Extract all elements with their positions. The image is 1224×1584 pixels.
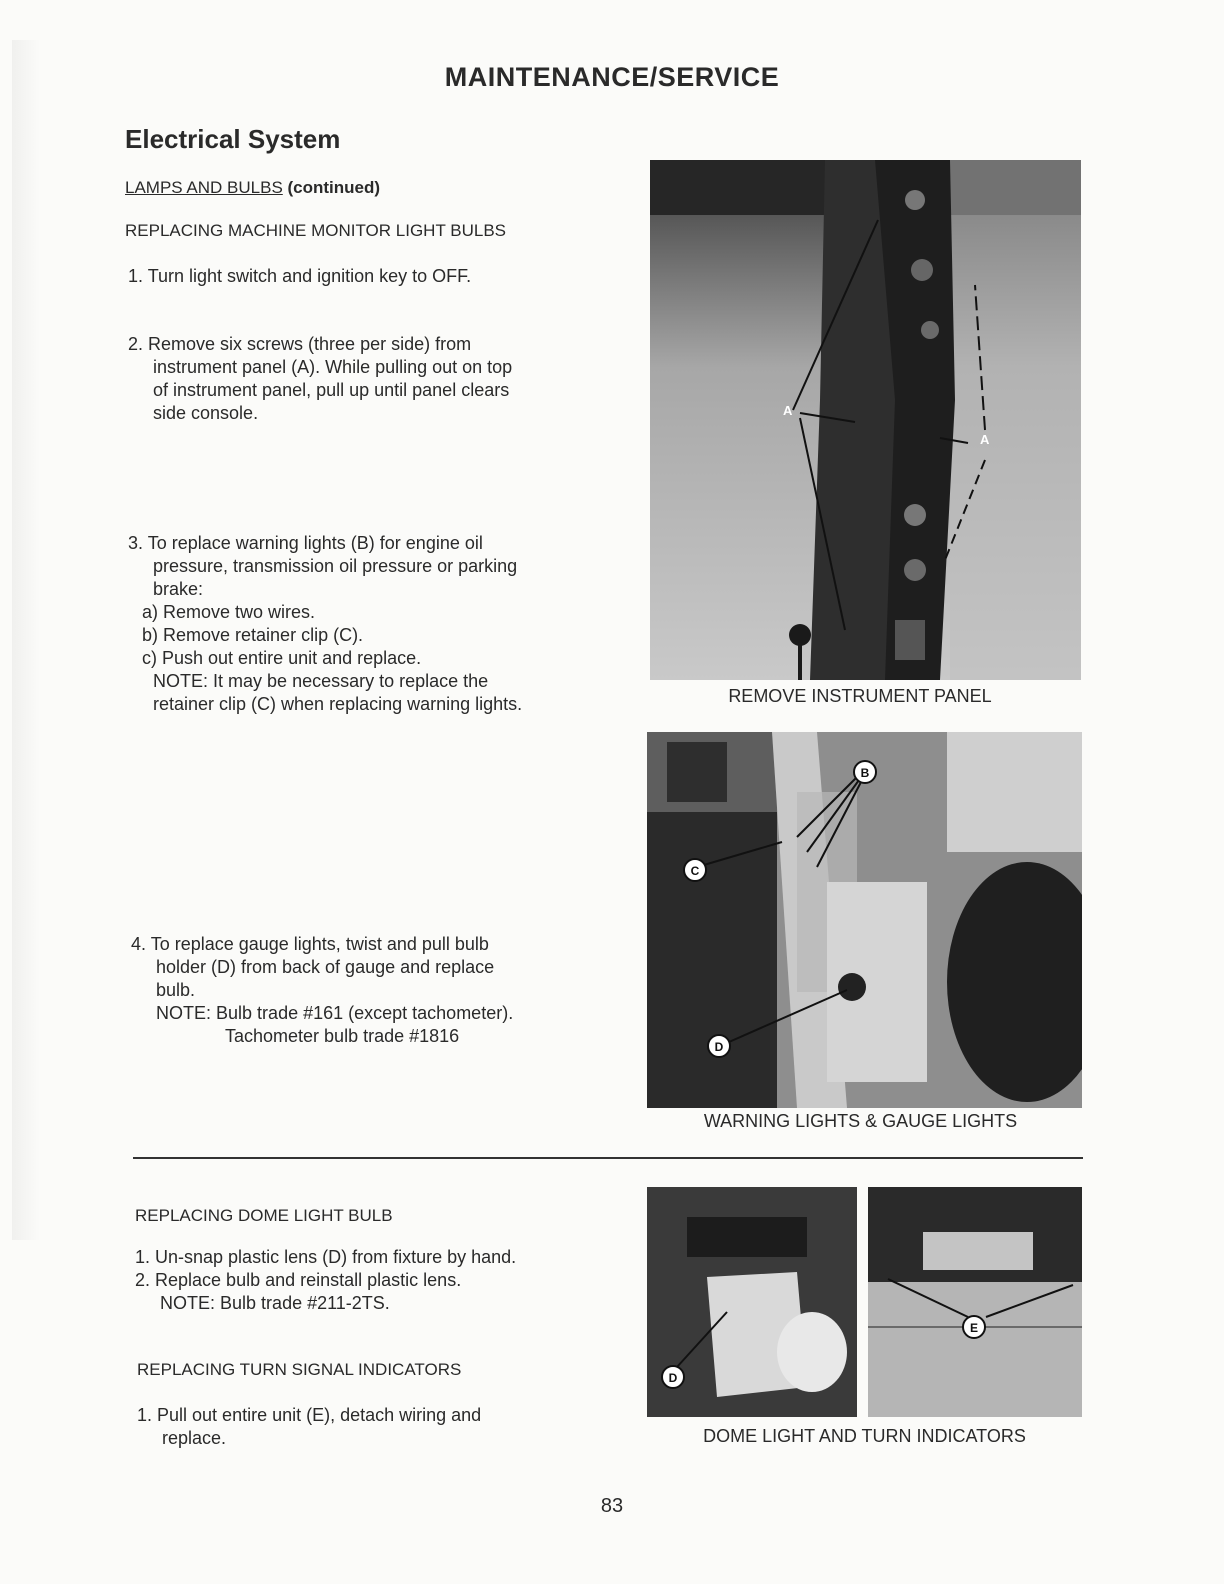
dome-light-illustration xyxy=(647,1187,857,1417)
scan-edge-shadow xyxy=(12,40,40,1240)
fig2-label-b: B xyxy=(860,766,870,780)
figure-dome-light-photo xyxy=(647,1187,857,1417)
dome-heading: REPLACING DOME LIGHT BULB xyxy=(135,1206,393,1225)
fig1-label-a-right: A xyxy=(980,432,990,447)
monitor-step-1: 1. Turn light switch and ignition key to OFF. xyxy=(128,266,472,286)
step3-sub-a: a) Remove two wires. xyxy=(142,602,316,622)
fig3-label-d: D xyxy=(668,1371,678,1385)
step3-note-text: It may be necessary to replace the xyxy=(213,671,489,691)
step3-note xyxy=(128,670,578,693)
step3-note-label: NOTE: xyxy=(153,671,209,691)
fig2-label-c: C xyxy=(690,864,700,878)
dome-steps xyxy=(135,1246,585,1315)
instrument-panel-illustration xyxy=(650,160,1081,680)
figure-instrument-panel-photo xyxy=(650,160,1081,680)
step2-line: 2. Remove six screws (three per side) from xyxy=(128,334,472,354)
monitor-heading: REPLACING MACHINE MONITOR LIGHT BULBS xyxy=(125,221,506,240)
step4-line: bulb. xyxy=(156,980,196,1000)
step4-note-line: Tachometer bulb trade #1816 xyxy=(225,1026,460,1046)
turn-heading: REPLACING TURN SIGNAL INDICATORS xyxy=(137,1360,462,1379)
step4-line: 4. To replace gauge lights, twist and pull bulb xyxy=(131,934,489,954)
figure-3-caption: DOME LIGHT AND TURN INDICATORS xyxy=(703,1426,1026,1446)
step3-line: brake: xyxy=(153,579,204,599)
step2-line: of instrument panel, pull up until panel clears xyxy=(153,380,510,400)
page-title: MAINTENANCE/SERVICE xyxy=(444,62,780,92)
lamps-heading-text: LAMPS AND BULBS xyxy=(125,178,283,197)
fig3-label-e: E xyxy=(969,1321,979,1335)
turn-indicator-illustration xyxy=(868,1187,1082,1417)
figure-2-caption: WARNING LIGHTS & GAUGE LIGHTS xyxy=(703,1111,1018,1131)
step3-sub-b: b) Remove retainer clip (C). xyxy=(142,625,364,645)
section-divider xyxy=(133,1157,1083,1159)
fig2-label-d: D xyxy=(714,1040,724,1054)
step3-note-line: retainer clip (C) when replacing warning lights. xyxy=(153,694,523,714)
monitor-step-3 xyxy=(128,532,578,716)
step2-line: instrument panel (A). While pulling out on top xyxy=(153,357,513,377)
turn-step-line: 1. Pull out entire unit (E), detach wiring and xyxy=(137,1405,482,1425)
figure-1-caption: REMOVE INSTRUMENT PANEL xyxy=(728,686,992,706)
turn-step-line: replace. xyxy=(162,1428,227,1448)
step4-note-label: NOTE: xyxy=(156,1003,212,1023)
dome-note-label: NOTE: xyxy=(160,1293,216,1313)
warning-lights-illustration xyxy=(647,732,1082,1108)
turn-steps xyxy=(137,1404,577,1450)
fig1-label-a-left: A xyxy=(783,403,793,418)
lamps-heading xyxy=(125,178,380,198)
dome-note xyxy=(135,1292,585,1315)
step4-note-text: Bulb trade #161 (except tachometer). xyxy=(216,1003,514,1023)
step3-line: pressure, transmission oil pressure or parking xyxy=(153,556,518,576)
step3-sub-c: c) Push out entire unit and replace. xyxy=(142,648,422,668)
page-number: 83 xyxy=(600,1495,624,1517)
monitor-step-2 xyxy=(128,333,573,425)
dome-step-2: 2. Replace bulb and reinstall plastic lens. xyxy=(135,1270,462,1290)
step4-note xyxy=(131,1002,581,1025)
figure-turn-indicator-photo xyxy=(868,1187,1082,1417)
step3-line: 3. To replace warning lights (B) for engine oil xyxy=(128,533,483,553)
dome-note-text: Bulb trade #211-2TS. xyxy=(220,1293,390,1313)
figure-warning-lights-photo xyxy=(647,732,1082,1108)
dome-step-1: 1. Un-snap plastic lens (D) from fixture by hand. xyxy=(135,1247,517,1267)
step4-line: holder (D) from back of gauge and replace xyxy=(156,957,495,977)
section-title: Electrical System xyxy=(125,124,341,154)
lamps-heading-suffix: (continued) xyxy=(287,178,381,197)
monitor-step-4 xyxy=(131,933,581,1048)
step2-line: side console. xyxy=(153,403,259,423)
